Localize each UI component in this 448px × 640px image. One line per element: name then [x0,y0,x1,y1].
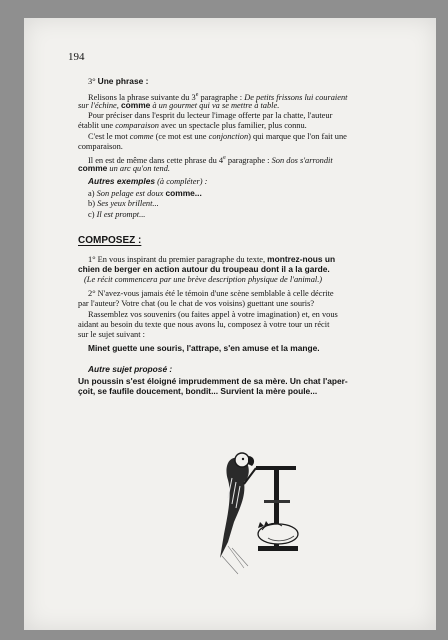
paragraph-line: sur l'échine, comme à un gourmet qui va se mettre à table. [78,100,280,110]
paragraph-line: chien de berger en action autour du troupeau dont il a la garde. [78,264,330,274]
composez-heading: COMPOSEZ : [78,235,142,246]
paragraph-line: Un poussin s'est éloigné imprudemment de sa mère. Un chat l'aper- [78,376,348,386]
heading-label: Une phrase : [97,76,149,86]
page-number: 194 [68,51,85,63]
example-c: c) Il est prompt... [88,210,146,219]
paragraph-line: établit une comparaison avec un spectacle plus familier, plus connu. [78,121,307,130]
composition-subject: Minet guette une souris, l'attrape, s'en amuse et la mange. [88,343,320,353]
paragraph-line: Relisons la phrase suivante du 3e paragraphe : De petits frissons lui couraient [88,92,348,102]
paragraph-line: Rassemblez vos souvenirs (ou faites appel à votre imagination) et, en vous [88,310,338,319]
paragraph-line: comme un arc qu'on tend. [78,163,170,173]
paragraph-line: sur le sujet suivant : [78,330,145,339]
paragraph-line: Il en est de même dans cette phrase du 4e paragraphe : Son dos s'arrondit [88,155,333,165]
paragraph-note: (Le récit commencera par une brève description physique de l'animal.) [84,275,323,284]
paragraph-line: 1° En vous inspirant du premier paragraphe du texte, montrez-nous un [88,254,336,264]
paragraph-line: par l'auteur? Votre chat (ou le chat de vos voisins) guettant une souris? [78,299,315,308]
paragraph-line: comparaison. [78,142,123,151]
examples-heading: Autres exemples (à compléter) : [88,176,208,186]
example-a: a) Son pelage est doux comme... [88,188,202,198]
other-subject-heading: Autre sujet proposé : [88,364,173,374]
section-3-heading [88,76,148,87]
parrot-and-cat-illustration [198,438,308,578]
book-page [24,18,436,630]
paragraph-line: Pour préciser dans l'esprit du lecteur l'image offerte par la chatte, l'auteur [88,111,333,120]
paragraph-line: 2° N'avez-vous jamais été le témoin d'une scène semblable à celle décrite [88,289,334,298]
paragraph-line: çoit, se faufile doucement, bondit... Survient la mère poule... [78,386,318,396]
paragraph-line: C'est le mot comme (ce mot est une conjonction) qui marque que l'on fait une [88,132,347,141]
paragraph-line: aidant au besoin du texte que nous avons lu, composez à votre tour un récit [78,320,330,329]
heading-number: 3° [88,77,96,86]
example-b: b) Ses yeux brillent... [88,199,159,208]
